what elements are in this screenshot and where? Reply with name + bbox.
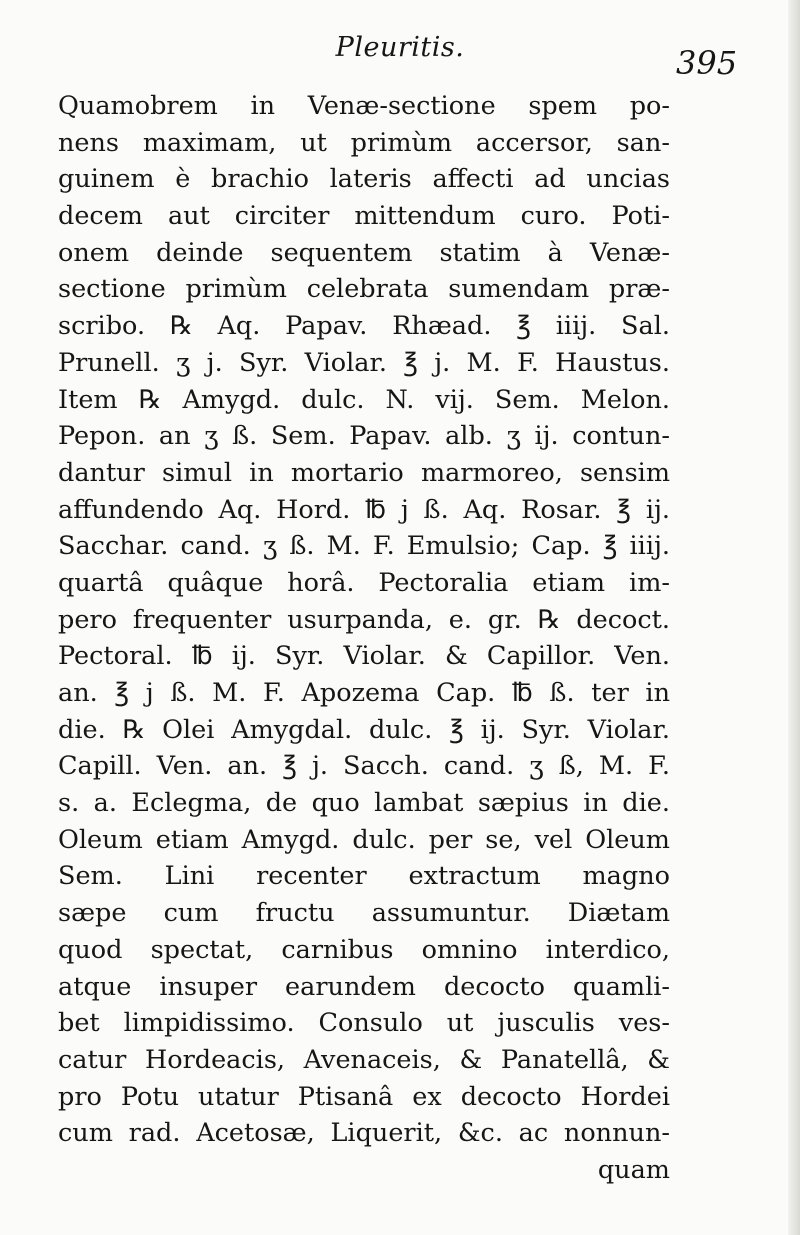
text-line: Oleum etiam Amygd. dulc. per se, vel Oleum	[58, 824, 670, 855]
text-line: Capill. Ven. an. ℥ j. Sacch. cand. ʒ ß, M. F.	[58, 751, 670, 782]
text-line: Quamobrem in Venæ-sectione spem po-	[58, 91, 670, 121]
text-line: quod spectat, carnibus omnino interdico,	[58, 934, 670, 965]
text-line: scribo. ℞ Aq. Papav. Rhæad. ℥ iiij. Sal.	[58, 311, 670, 342]
text-line-catchword: quam	[597, 1154, 670, 1185]
text-line: nens maximam, ut primùm accersor, san-	[58, 127, 670, 158]
text-line: s. a. Eclegma, de quo lambat sæpius in die.	[58, 788, 670, 819]
text-line: atque insuper earundem decocto quamli-	[58, 971, 670, 1002]
text-line: guinem è brachio lateris affecti ad uncias	[58, 164, 670, 195]
text-line: cum rad. Acetosæ, Liquerit, &c. ac nonnun-	[58, 1118, 670, 1149]
text-line: pero frequenter usurpanda, e. gr. ℞ decoct.	[58, 604, 670, 635]
text-line: quartâ quâque horâ. Pectoralia etiam im-	[58, 567, 670, 598]
text-line: Prunell. ʒ j. Syr. Violar. ℥ j. M. F. Haustus.	[58, 347, 670, 378]
text-line: bet limpidissimo. Consulo ut jusculis ves-	[58, 1008, 670, 1039]
text-line: Pectoral. ℔ ij. Syr. Violar. & Capillor. Ven.	[58, 641, 670, 672]
text-line: affundendo Aq. Hord. ℔ j ß. Aq. Rosar. ℥ ij.	[58, 494, 670, 525]
text-line: onem deinde sequentem statim à Venæ-	[58, 237, 670, 268]
text-line: Sem. Lini recenter extractum magno	[58, 861, 670, 892]
text-line: sæpe cum fructu assumuntur. Diætam	[58, 898, 670, 929]
text-line: sectione primùm celebrata sumendam præ-	[58, 274, 670, 305]
text-line: pro Potu utatur Ptisanâ ex decocto Hordei	[58, 1081, 670, 1112]
page-edge-shadow	[788, 0, 800, 1235]
text-line: catur Hordeacis, Avenaceis, & Panatellâ, &	[58, 1044, 670, 1075]
text-line: an. ℥ j ß. M. F. Apozema Cap. ℔ ß. ter in	[58, 678, 670, 708]
page-number: 395	[676, 44, 738, 82]
text-line: Sacchar. cand. ʒ ß. M. F. Emulsio; Cap. ℥ iiij.	[58, 531, 670, 562]
text-line: Item ℞ Amygd. dulc. N. vij. Sem. Melon.	[58, 384, 670, 415]
text-line: Pepon. an ʒ ß. Sem. Papav. alb. ʒ ij. contun-	[58, 421, 670, 452]
running-head: Pleuritis.	[335, 32, 465, 63]
text-line: die. ℞ Olei Amygdal. dulc. ℥ ij. Syr. Violar.	[58, 714, 670, 745]
body-text	[58, 88, 670, 1189]
text-line: decem aut circiter mittendum curo. Poti-	[58, 201, 670, 232]
text-line: dantur simul in mortario marmoreo, sensim	[58, 457, 670, 488]
